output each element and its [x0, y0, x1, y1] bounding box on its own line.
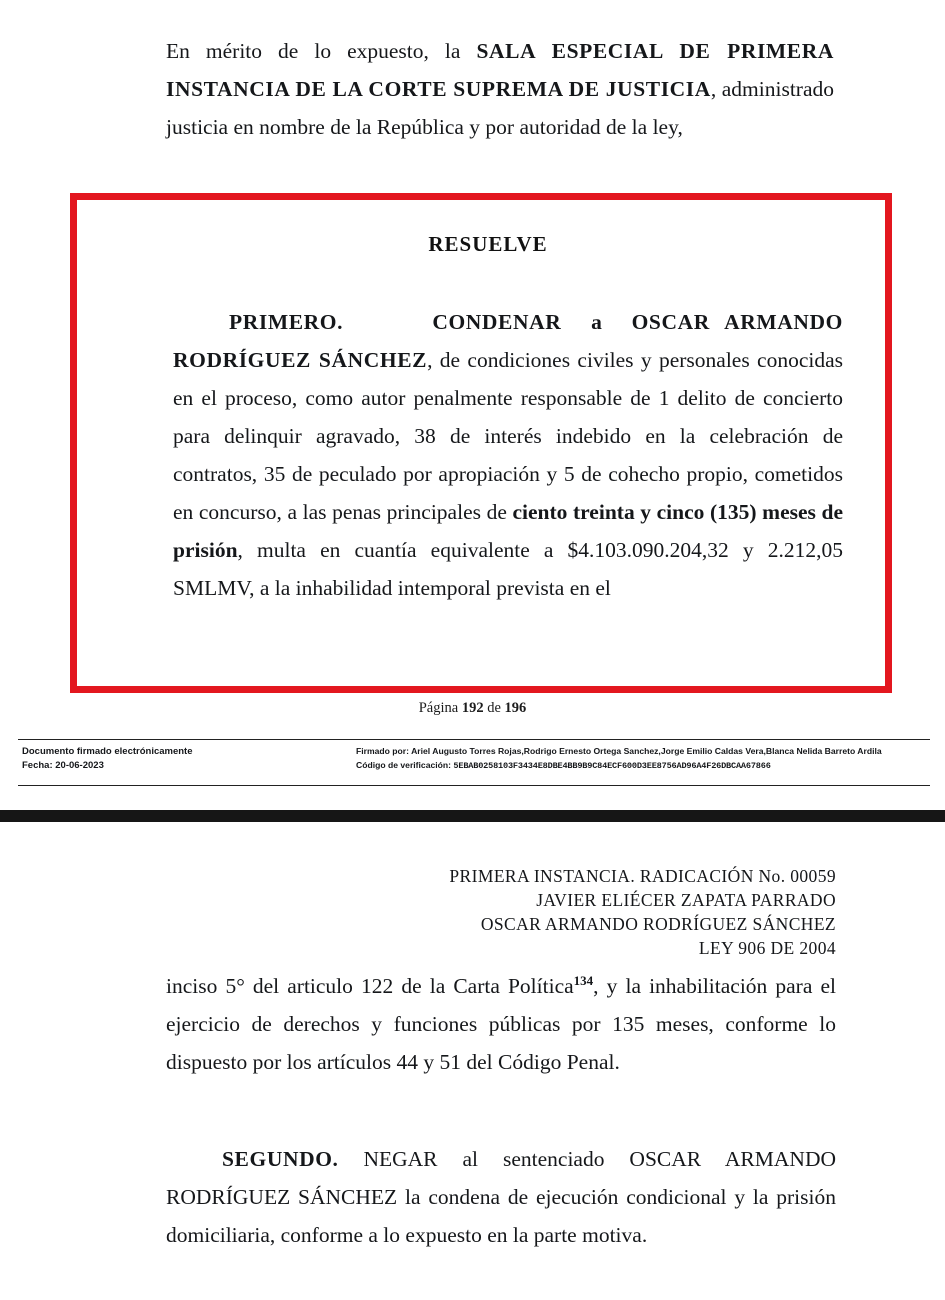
court-name-bold: SALA ESPECIAL DE PRIMERA INSTANCIA DE LA CORTE SUPREMA DE JUSTICIA	[166, 39, 834, 101]
intro-text-part-1: En mérito de lo expuesto, la	[166, 39, 477, 63]
continuation-text-after-footnote: , y la inhabilitación para el ejercicio de derechos y funciones públicas por 135 meses, conforme lo dispuesto por los artículos 44 y 51 del Código Penal.	[166, 974, 836, 1075]
header-line-law: LEY 906 DE 2004	[698, 938, 836, 958]
red-rectangle-highlight	[70, 193, 892, 693]
primero-body-text-2: , multa en cuantía equivalente a $4.103.090.204,32 y 2.212,05 SMLMV, a la inhabilidad intemporal prevista en el	[173, 538, 843, 600]
page-number-current: 192	[461, 700, 484, 716]
primero-penalty: ciento treinta y cinco (135) meses de prisión	[173, 500, 843, 562]
footer-signers-value: Ariel Augusto Torres Rojas,Rodrigo Ernesto Ortega Sanchez,Jorge Emilio Caldas Vera,Blanca Nelida Barreto Ardila	[411, 746, 882, 756]
continuation-text-before-footnote: inciso 5° del articulo 122 de la Carta Política	[166, 974, 574, 999]
footer-signers-row	[356, 745, 926, 759]
convicted-person-name: OSCAR ARMANDO RODRÍGUEZ SÁNCHEZ	[173, 310, 844, 372]
page-2-continuation-paragraph	[166, 962, 836, 1081]
primero-verb: CONDENAR	[432, 310, 562, 334]
page-number-prefix: Página	[418, 700, 462, 716]
header-line-radicacion: PRIMERA INSTANCIA. RADICACIÓN No. 00059	[449, 866, 836, 886]
primero-body-text-1: , de condiciones civiles y personales conocidas en el proceso, como autor penalmente responsable de 1 delito de concierto para delinquir agravado, 38 de interés indebido en la celebración de contratos, 35 de peculado por apropiación y 5 de cohecho propio, cometidos en concurso, a las penas principales de	[173, 348, 843, 524]
page-number-middle: de	[483, 700, 505, 716]
page-2-header	[0, 864, 836, 960]
header-line-magistrate: JAVIER ELIÉCER ZAPATA PARRADO	[536, 890, 836, 910]
intro-text-part-2: , administrado justicia en nombre de la República y por autoridad de la ley,	[166, 77, 834, 139]
segundo-body-text: NEGAR al sentenciado OSCAR ARMANDO RODRÍGUEZ SÁNCHEZ la condena de ejecución condicional y la prisión domiciliaria, conforme a lo expuesto en la parte motiva.	[166, 1147, 836, 1247]
header-line-defendant: OSCAR ARMANDO RODRÍGUEZ SÁNCHEZ	[480, 914, 836, 934]
page-number-total: 196	[504, 700, 527, 716]
footnote-marker: 134	[573, 973, 594, 988]
primero-label: PRIMERO.	[229, 310, 344, 334]
footer-verification-label: Código de verificación:	[356, 759, 452, 770]
primero-connector: a	[591, 310, 602, 334]
footer-signature-left	[22, 745, 342, 772]
page-separator	[0, 810, 945, 822]
primero-paragraph	[173, 303, 843, 607]
footer-verification-code: 5EBAB0258103F3434E8DBE4BB9B9C84ECF600D3EE8756AD96A4F26DBCAA67866	[453, 760, 771, 771]
page-number	[0, 700, 945, 717]
footer-signature-right	[356, 745, 926, 773]
footer-signers-label: Firmado por:	[356, 746, 409, 756]
segundo-paragraph	[166, 1140, 836, 1254]
footer-divider-top	[18, 739, 930, 740]
resuelve-heading: RESUELVE	[428, 232, 548, 256]
footer-date: Fecha: 20-06-2023	[22, 759, 104, 771]
footer-divider-bottom	[18, 785, 930, 786]
document-page-2	[0, 822, 945, 1300]
intro-paragraph	[166, 32, 834, 146]
footer-verification-row	[356, 759, 926, 774]
segundo-label: SEGUNDO.	[222, 1147, 339, 1171]
footer-electronic-signature-text: Documento firmado electrónicamente	[22, 746, 193, 757]
